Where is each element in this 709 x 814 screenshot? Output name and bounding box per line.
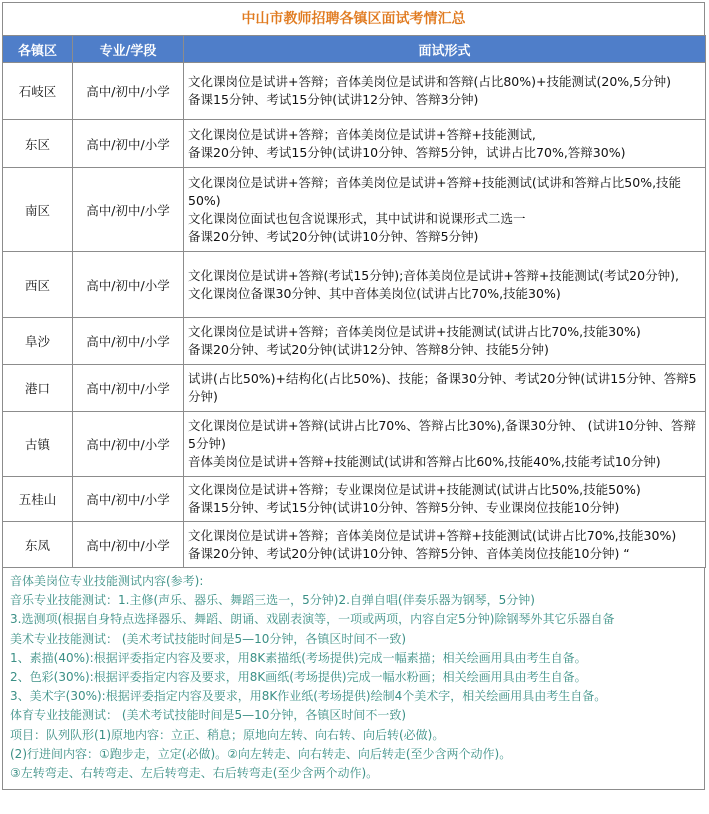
notes-line: (2)行进间内容：①跑步走，立定(必做)。②向左转走、向右转走、向后转走(至少含两个动作)。 (10, 746, 512, 761)
table-row (3, 318, 706, 365)
form-line: 备课15分钟、考试15分钟(试讲12分钟、答辩3分钟) (188, 92, 479, 107)
notes-line: 音乐专业技能测试：1.主修(声乐、器乐、舞蹈三选一，5分钟)2.自弹自唱(伴奏乐器为钢琴，5分钟) (10, 593, 535, 608)
notes-line: 3、美术字(30%):根据评委指定内容及要求，用8K作业纸(考场提供)绘制4个美术字，相关绘画用具由考生自备。 (10, 689, 607, 704)
form-line: 文化课岗位是试讲+答辩；音体美岗位是试讲+答辩+技能测试(试讲占比70%,技能30%) (188, 527, 677, 543)
form-line: 文化课岗位是试讲+答辩；音体美岗位是试讲+答辩+技能测试(试讲和答辩占比50%,技能50%) (188, 174, 682, 208)
form-line: 文化课岗位备课30分钟、其中音体美岗位(试讲占比70%,技能30%) (188, 285, 561, 301)
form-cell (184, 252, 706, 318)
form-cell (184, 168, 706, 252)
table-row (3, 522, 706, 568)
form-line: 备课20分钟、考试15分钟(试讲10分钟、答辩5分钟，试讲占比70%,答辩30%) (188, 144, 626, 160)
header-form: 面试形式 (184, 36, 706, 63)
form-cell (184, 412, 706, 477)
district-cell: 港口 (3, 365, 73, 412)
form-line: 文化课岗位是试讲+答辩；专业课岗位是试讲+技能测试(试讲占比50%,技能50%) (188, 482, 641, 497)
form-line: 文化课岗位面试也包含说课形式，其中试讲和说课形式二选一 (188, 210, 526, 226)
notes-line: 体育专业技能测试： (美术考试技能时间是5—10分钟，各镇区时间不一致) (10, 708, 407, 723)
notes-line: 项目：队列队形(1)原地内容：立正、稍息；原地向左转、向右转、向后转(必做)。 (10, 727, 445, 742)
level-cell: 高中/初中/小学 (73, 412, 184, 477)
district-cell: 东区 (3, 120, 73, 168)
level-cell: 高中/初中/小学 (73, 477, 184, 522)
form-line: 备课20分钟、考试20分钟(试讲12分钟、答辩8分钟、技能5分钟) (188, 342, 549, 357)
notes-line: ③左转弯走、右转弯走、左后转弯走、右后转弯走(至少含两个动作)。 (10, 766, 379, 781)
table-row (3, 120, 706, 168)
notes-line: 1、素描(40%):根据评委指定内容及要求，用8K素描纸(考场提供)完成一幅素描；相关绘画用具由考生自备。 (10, 650, 587, 665)
interview-table (2, 35, 706, 568)
table-row (3, 365, 706, 412)
form-cell (184, 365, 706, 412)
form-line: 备课15分钟、考试15分钟(试讲10分钟、答辩5分钟、专业课岗位技能10分钟) (188, 500, 620, 515)
district-cell: 西区 (3, 252, 73, 318)
header-district: 各镇区 (3, 36, 73, 63)
form-line: 试讲(占比50%)+结构化(占比50%)、技能；备课30分钟、考试20分钟(试讲15分钟、答辩5分钟) (188, 371, 697, 404)
level-cell: 高中/初中/小学 (73, 168, 184, 252)
form-line: 文化课岗位是试讲+答辩；音体美岗位是试讲和答辩(占比80%)+技能测试(20%,5分钟) (188, 74, 671, 89)
district-cell: 东凤 (3, 522, 73, 568)
district-cell: 南区 (3, 168, 73, 252)
table-row (3, 168, 706, 252)
form-line: 文化课岗位是试讲+答辩(考试15分钟);音体美岗位是试讲+答辩+技能测试(考试20分钟), (188, 267, 679, 283)
level-cell: 高中/初中/小学 (73, 318, 184, 365)
notes-line: 2、色彩(30%):根据评委指定内容及要求，用8K画纸(考场提供)完成一幅水粉画；相关绘画用具由考生自备。 (10, 670, 587, 685)
table-row (3, 477, 706, 522)
district-cell: 古镇 (3, 412, 73, 477)
form-cell (184, 522, 706, 568)
table-row (3, 252, 706, 318)
form-line: 文化课岗位是试讲+答辩；音体美岗位是试讲+答辩+技能测试, (188, 126, 536, 142)
table-row (3, 412, 706, 477)
level-cell: 高中/初中/小学 (73, 365, 184, 412)
skill-test-notes (2, 568, 705, 790)
table-header-row (3, 36, 706, 63)
notes-line: 3.选测项(根据自身特点选择器乐、舞蹈、朗诵、戏剧表演等，一项或两项，内容自定5分钟)除钢琴外其它乐器自备 (10, 612, 615, 627)
district-cell: 石岐区 (3, 63, 73, 120)
notes-line: 美术专业技能测试： (美术考试技能时间是5—10分钟，各镇区时间不一致) (10, 631, 407, 646)
form-cell (184, 318, 706, 365)
level-cell: 高中/初中/小学 (73, 120, 184, 168)
level-cell: 高中/初中/小学 (73, 522, 184, 568)
district-cell: 阜沙 (3, 318, 73, 365)
district-cell: 五桂山 (3, 477, 73, 522)
notes-heading: 音体美岗位专业技能测试内容(参考): (10, 574, 204, 588)
form-line: 备课20分钟、考试20分钟(试讲10分钟、答辩5分钟) (188, 228, 479, 244)
table-row (3, 63, 706, 120)
form-line: 备课20分钟、考试20分钟(试讲10分钟、答辩5分钟、音体美岗位技能10分钟) “ (188, 545, 630, 561)
form-cell (184, 477, 706, 522)
form-cell (184, 120, 706, 168)
form-line: 文化课岗位是试讲+答辩；音体美岗位是试讲+技能测试(试讲占比70%,技能30%) (188, 324, 641, 339)
header-level: 专业/学段 (73, 36, 184, 63)
level-cell: 高中/初中/小学 (73, 63, 184, 120)
form-line: 音体美岗位是试讲+答辩+技能测试(试讲和答辩占比60%,技能40%,技能考试10分钟) (188, 454, 661, 469)
form-line: 文化课岗位是试讲+答辩(试讲占比70%、答辩占比30%),备课30分钟、 (试讲10分钟、答辩5分钟) (188, 418, 696, 451)
page (2, 2, 705, 790)
document-title: 中山市教师招聘各镇区面试考情汇总 (2, 2, 705, 35)
form-cell (184, 63, 706, 120)
level-cell: 高中/初中/小学 (73, 252, 184, 318)
